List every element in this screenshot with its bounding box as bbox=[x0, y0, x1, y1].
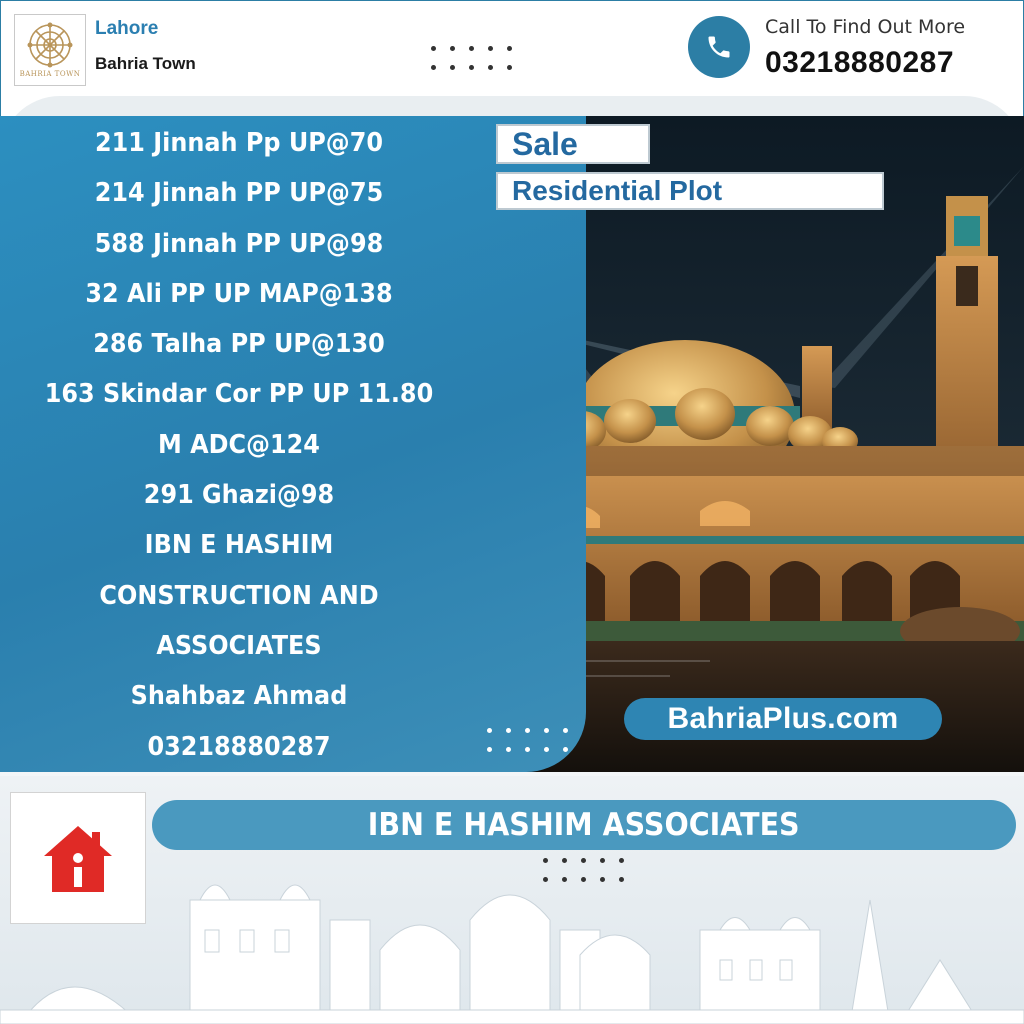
purpose-tag: Sale bbox=[496, 124, 650, 164]
call-button[interactable] bbox=[688, 16, 750, 78]
logo-emblem-icon bbox=[27, 22, 73, 68]
listing-line: 03218880287 bbox=[147, 731, 331, 762]
listing-line: 32 Ali PP UP MAP@138 bbox=[85, 278, 393, 309]
listing-line: 214 Jinnah PP UP@75 bbox=[94, 178, 384, 209]
phone-icon bbox=[705, 33, 733, 61]
area-label: Bahria Town bbox=[95, 54, 196, 73]
decorative-dots-hero bbox=[487, 728, 568, 752]
listing-line: 588 Jinnah PP UP@98 bbox=[94, 228, 384, 259]
listing-details bbox=[36, 118, 443, 772]
listing-line: CONSTRUCTION AND bbox=[99, 580, 379, 611]
company-banner bbox=[152, 800, 1016, 850]
listing-line: 163 Skindar Cor PP UP 11.80 bbox=[44, 379, 434, 410]
call-prompt: Call To Find Out More bbox=[765, 16, 966, 38]
listing-line: Shahbaz Ahmad bbox=[130, 681, 348, 712]
listing-line: ASSOCIATES bbox=[156, 630, 322, 661]
bahria-town-logo bbox=[14, 14, 86, 86]
listing-line: 286 Talha PP UP@130 bbox=[93, 329, 385, 360]
listing-line: M ADC@124 bbox=[158, 429, 320, 460]
listing-line: 211 Jinnah Pp UP@70 bbox=[94, 128, 384, 158]
call-phone-number[interactable]: 03218880287 bbox=[765, 46, 955, 79]
property-type-tag: Residential Plot bbox=[496, 172, 884, 210]
listing-line: IBN E HASHIM bbox=[144, 530, 334, 561]
logo-text: BAHRIA TOWN bbox=[19, 70, 81, 78]
decorative-dots-header bbox=[431, 46, 512, 70]
city-skyline-illustration bbox=[0, 860, 1024, 1024]
website-link[interactable]: BahriaPlus.com bbox=[624, 698, 942, 740]
listing-line: 291 Ghazi@98 bbox=[143, 480, 335, 511]
banner-text: IBN E HASHIM ASSOCIATES bbox=[368, 807, 800, 843]
city-label: Lahore bbox=[95, 18, 159, 39]
